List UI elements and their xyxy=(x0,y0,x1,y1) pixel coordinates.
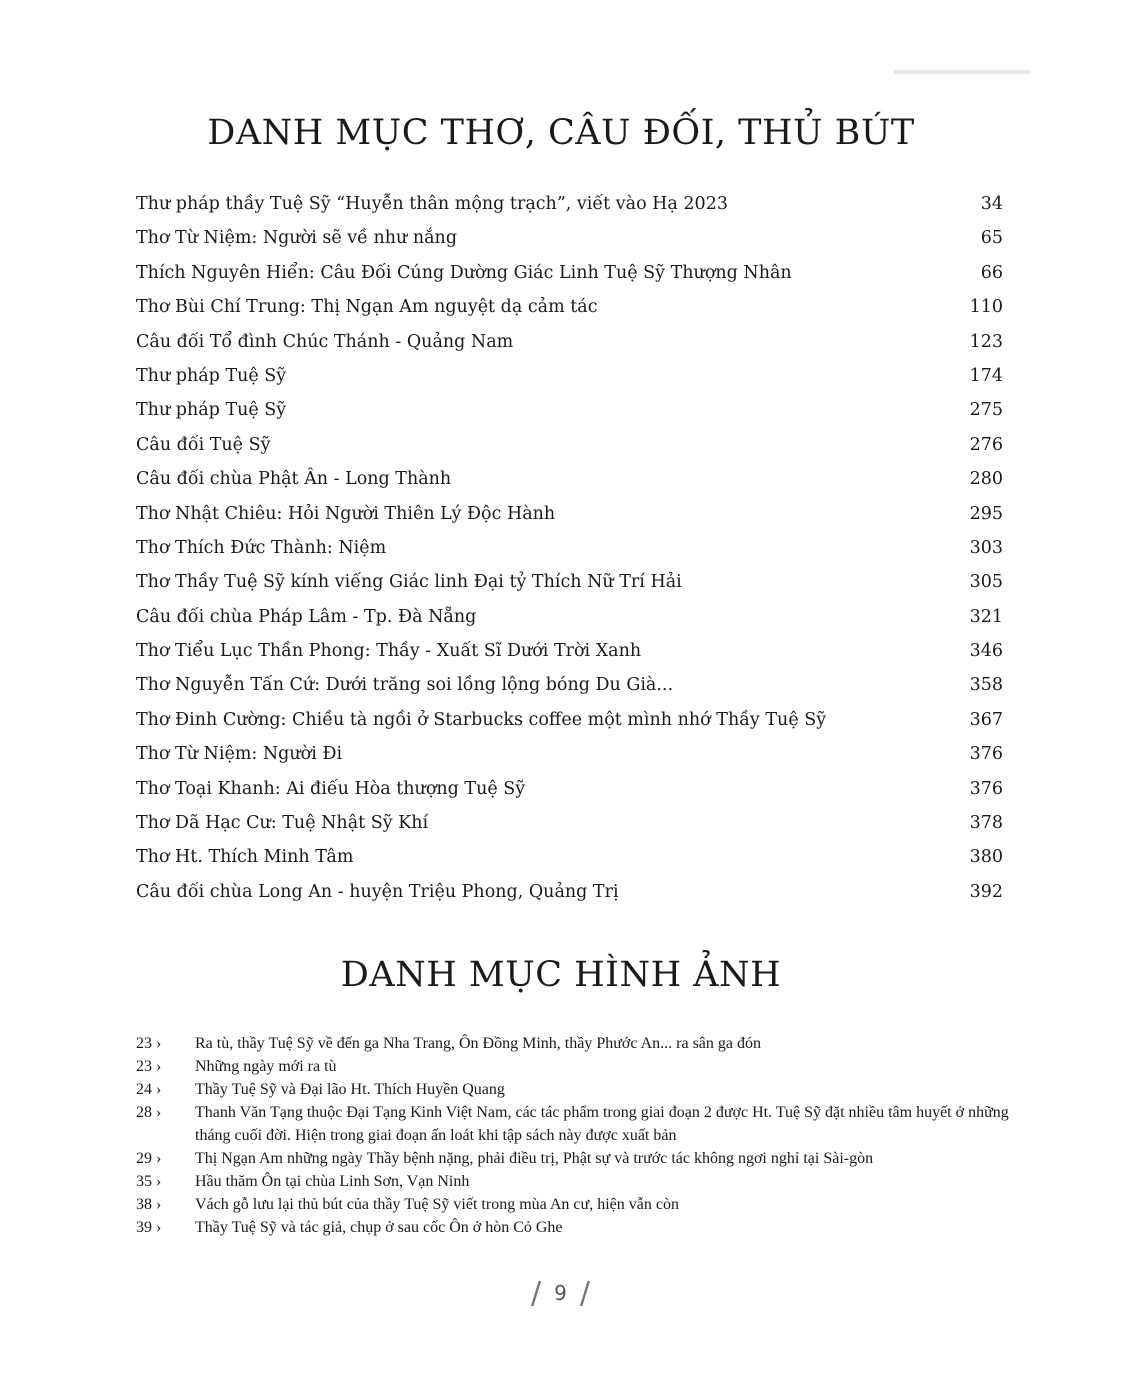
image-page-ref: 29 › xyxy=(136,1150,162,1167)
poem-title: Thư pháp Tuệ Sỹ xyxy=(136,365,287,386)
poem-page: 346 xyxy=(969,641,1003,662)
poem-title: Thơ Đinh Cường: Chiều tà ngồi ở Starbucks coffee một mình nhớ Thầy Tuệ Sỹ xyxy=(136,709,827,730)
poem-title: Câu đối Tuệ Sỹ xyxy=(136,434,271,455)
image-caption: Thanh Văn Tạng thuộc Đại Tạng Kinh Việt Nam, các tác phẩm trong giai đoạn 2 được Ht. Tuệ Sỹ đặt nhiều tâm huyết ở những tháng cuối đời. Hiện trong giai đoạn ấn loát khi tập sách này được xuất bản xyxy=(195,1104,1009,1144)
poem-title: Thơ Dã Hạc Cư: Tuệ Nhật Sỹ Khí xyxy=(136,813,429,834)
image-entry xyxy=(136,1147,1016,1170)
image-page-ref: 39 › xyxy=(136,1219,162,1236)
poem-title: Thơ Từ Niệm: Người Đi xyxy=(136,744,343,765)
image-entry xyxy=(136,1216,1016,1239)
image-page-ref: 23 › xyxy=(136,1035,162,1052)
poem-page: 376 xyxy=(969,778,1003,799)
image-page-ref: 35 › xyxy=(136,1173,162,1190)
poem-title: Câu đối chùa Phật Ân - Long Thành xyxy=(136,469,452,490)
poem-page: 303 xyxy=(969,537,1003,558)
poem-page: 380 xyxy=(969,847,1003,868)
poem-page: 34 xyxy=(980,194,1003,214)
image-page-ref: 23 › xyxy=(136,1058,162,1075)
poem-entry xyxy=(136,600,1003,634)
poem-title: Câu đối Tổ đình Chúc Thánh - Quảng Nam xyxy=(136,331,514,352)
poem-entry xyxy=(136,325,1003,359)
page-number: 9 xyxy=(554,1281,568,1305)
poem-entry xyxy=(136,428,1003,462)
poem-page: 66 xyxy=(980,262,1003,283)
poem-entry xyxy=(136,565,1003,599)
poem-entry xyxy=(136,187,1003,221)
poem-title: Thư pháp Tuệ Sỹ xyxy=(136,400,287,421)
poem-page: 295 xyxy=(969,503,1003,524)
poem-title: Thơ Thầy Tuệ Sỹ kính viếng Giác linh Đại tỷ Thích Nữ Trí Hải xyxy=(136,572,682,593)
poem-title: Thơ Thích Đức Thành: Niệm xyxy=(136,537,387,558)
poem-page: 376 xyxy=(969,744,1003,765)
poem-page: 123 xyxy=(969,331,1003,352)
poem-title: Thơ Toại Khanh: Ai điếu Hòa thượng Tuệ Sỹ xyxy=(136,778,526,799)
poem-entry xyxy=(136,497,1003,531)
poem-title: Thích Nguyên Hiển: Câu Đối Cúng Dường Giác Linh Tuệ Sỹ Thượng Nhân xyxy=(136,262,792,283)
image-caption: Ra tù, thầy Tuệ Sỹ về đến ga Nha Trang, Ôn Đồng Minh, thầy Phước An... ra sân ga đón xyxy=(195,1035,761,1052)
image-page-ref: 28 › xyxy=(136,1104,162,1121)
poem-title: Câu đối chùa Long An - huyện Triệu Phong, Quảng Trị xyxy=(136,881,619,902)
poem-entry xyxy=(136,703,1003,737)
slash-left-icon: / xyxy=(531,1276,543,1311)
poem-entry xyxy=(136,737,1003,771)
slash-right-icon: / xyxy=(579,1276,591,1311)
poem-title: Thơ Nguyễn Tấn Cứ: Dưới trăng soi lồng lộng bóng Du Già... xyxy=(136,675,674,696)
image-entry xyxy=(136,1170,1016,1193)
poem-title: Thơ Nhật Chiêu: Hỏi Người Thiên Lý Độc Hành xyxy=(136,503,556,524)
images-section-title: DANH MỤC HÌNH ẢNH xyxy=(340,955,782,995)
poem-page: 174 xyxy=(969,365,1003,386)
poem-entry xyxy=(136,668,1003,702)
poem-title: Thơ Tiểu Lục Thần Phong: Thầy - Xuất Sĩ Dưới Trời Xanh xyxy=(136,641,642,662)
poem-entry xyxy=(136,462,1003,496)
poem-page: 275 xyxy=(969,400,1003,421)
poems-list xyxy=(136,187,1003,909)
poem-entry xyxy=(136,772,1003,806)
poem-title: Thơ Từ Niệm: Người sẽ về như nắng xyxy=(136,228,458,249)
poem-entry xyxy=(136,359,1003,393)
image-caption: Những ngày mới ra tù xyxy=(195,1058,337,1075)
header-rule xyxy=(894,70,1031,74)
poem-entry xyxy=(136,290,1003,324)
poem-page: 392 xyxy=(969,881,1003,902)
image-caption: Hầu thăm Ôn tại chùa Linh Sơn, Vạn Ninh xyxy=(195,1173,470,1190)
poem-entry xyxy=(136,393,1003,427)
image-entry xyxy=(136,1101,1016,1147)
poem-entry xyxy=(136,531,1003,565)
poem-title: Thơ Bùi Chí Trung: Thị Ngạn Am nguyệt dạ cảm tác xyxy=(136,297,598,318)
poem-page: 110 xyxy=(969,297,1003,318)
poem-entry xyxy=(136,221,1003,255)
poem-page: 358 xyxy=(969,675,1003,696)
poem-entry xyxy=(136,634,1003,668)
poem-title: Thư pháp thầy Tuệ Sỹ “Huyễn thân mộng trạch”, viết vào Hạ 2023 xyxy=(136,194,728,214)
poem-page: 65 xyxy=(980,228,1003,249)
poem-title: Câu đối chùa Pháp Lâm - Tp. Đà Nẵng xyxy=(136,606,477,627)
poem-entry xyxy=(136,806,1003,840)
poem-entry xyxy=(136,875,1003,909)
image-page-ref: 24 › xyxy=(136,1081,162,1098)
poem-page: 280 xyxy=(969,469,1003,490)
image-entry xyxy=(136,1193,1016,1216)
images-list xyxy=(136,1032,1016,1239)
poem-page: 367 xyxy=(969,709,1003,730)
image-entry xyxy=(136,1032,1016,1055)
poem-page: 305 xyxy=(969,572,1003,593)
poem-title: Thơ Ht. Thích Minh Tâm xyxy=(136,847,354,868)
image-caption: Thị Ngạn Am những ngày Thầy bệnh nặng, phải điều trị, Phật sự và trước tác không ngơi nghỉ tại Sài-gòn xyxy=(195,1150,874,1167)
poems-section-title: DANH MỤC THƠ, CÂU ĐỐI, THỦ BÚT xyxy=(207,113,915,153)
image-page-ref: 38 › xyxy=(136,1196,162,1213)
image-entry xyxy=(136,1078,1016,1101)
image-caption: Thầy Tuệ Sỹ và Đại lão Ht. Thích Huyền Quang xyxy=(195,1081,505,1098)
image-entry xyxy=(136,1055,1016,1078)
poem-page: 276 xyxy=(969,434,1003,455)
poem-entry xyxy=(136,840,1003,874)
poem-page: 321 xyxy=(969,606,1003,627)
poem-entry xyxy=(136,256,1003,290)
image-caption: Thầy Tuệ Sỹ và tác giả, chụp ở sau cốc Ôn ở hòn Cỏ Ghe xyxy=(195,1219,563,1236)
page-footer xyxy=(0,1276,1122,1311)
poem-page: 378 xyxy=(969,813,1003,834)
image-caption: Vách gỗ lưu lại thủ bút của thầy Tuệ Sỹ viết trong mùa An cư, hiện vẫn còn xyxy=(195,1196,679,1213)
